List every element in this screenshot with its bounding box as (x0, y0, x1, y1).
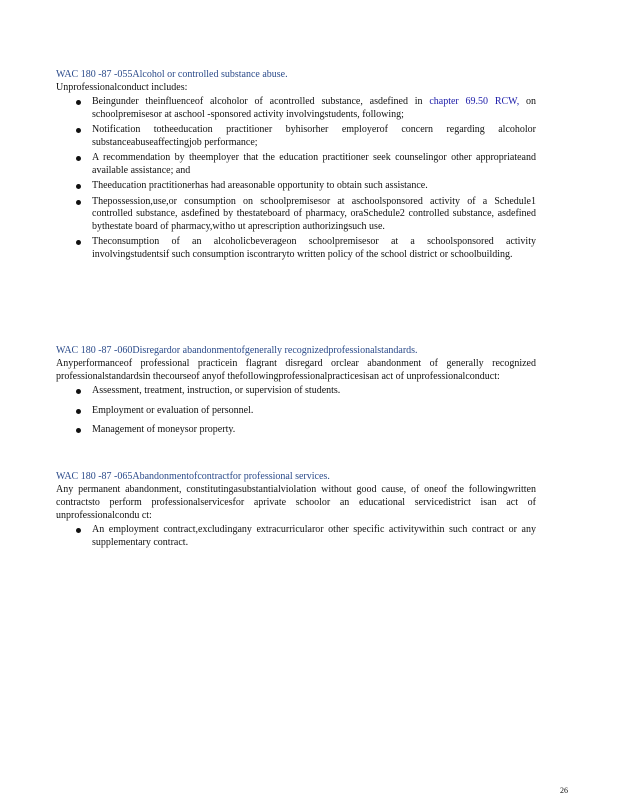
bullet-icon (76, 389, 81, 394)
bullet-icon (76, 240, 81, 245)
bullet-icon (76, 156, 81, 161)
list-item (56, 385, 536, 398)
list-item-text: An employment contract,excludingany extracurricularor other specific activitywithin such contract or any supplementary contract. (92, 524, 536, 548)
list-item (56, 152, 536, 177)
list-item-text: Theconsumption of an alcoholicbeverageon schoolpremisesor at a schoolsponsored activity involvingstudentsif such consumption iscontraryto written policy of the school district or schoolbuilding. (92, 236, 536, 260)
section-intro: Anyperformanceof professional practicein flagrant disregard orclear abandonment of generally recognized professionalstandardsin thecourseof anyof thefollowingprofessionalpracticesisan act of unprofessionalconduct: (56, 358, 536, 382)
list-item (56, 524, 536, 549)
list-item-text: Thepossession,use,or consumption on schoolpremisesor at aschoolsponsored activity of a Schedule1 controlled substance, asdefined by thestateboard of pharmacy, oraSchedule2 controlled substance, asdefined bythestate board of pharmacy,witho ut aprescription authorizingsuch use. (92, 195, 536, 232)
section-heading: WAC 180 -87 -065Abandonmentofcontractfor professional services. (56, 471, 330, 482)
bullet-icon (76, 200, 81, 205)
bullet-icon (76, 428, 81, 433)
section-wac-180-87-055 (56, 68, 536, 264)
section-heading: WAC 180 -87 -060Disregardor abandonmentofgenerally recognizedprofessionalstandards. (56, 345, 418, 356)
bullet-list (56, 385, 536, 437)
list-item (56, 196, 536, 234)
list-item-text: Theeducation practitionerhas had areasonable opportunity to obtain such assistance. (92, 180, 428, 191)
list-item-text: Assessment, treatment, instruction, or supervision of students. (92, 385, 341, 396)
list-item (56, 405, 536, 418)
list-item-text: Beingunder theinfluenceof alcoholor of acontrolled substance, asdefined in (92, 96, 430, 107)
section-intro: Any permanent abandonment, constitutingasubstantialviolation without good cause, of oneof the followingwritten contractsto perform professionalservicesfor aprivate schoolor an educational servicedistrict isan act of unprofessionalcondu ct: (56, 484, 536, 521)
page-number: 26 (560, 786, 568, 795)
chapter-link[interactable]: chapter 69.50 RCW, (429, 96, 520, 107)
list-item-text: Management of moneysor property. (92, 424, 236, 435)
list-item (56, 124, 536, 149)
bullet-icon (76, 184, 81, 189)
list-item (56, 424, 536, 437)
list-item (56, 180, 536, 193)
section-intro: Unprofessionalconduct includes: (56, 82, 188, 93)
bullet-list (56, 524, 536, 549)
section-wac-180-87-060 (56, 344, 536, 440)
bullet-list (56, 96, 536, 261)
bullet-icon (76, 528, 81, 533)
bullet-icon (76, 409, 81, 414)
section-heading: WAC 180 -87 -055Alcohol or controlled substance abuse. (56, 69, 288, 80)
list-item-text: on schoolpremisesor at aschool -sponsored activity involvingstudents, following; (92, 96, 537, 120)
list-item (56, 96, 536, 121)
list-item-text: Notification totheeducation practitioner byhisorher employerof concern regarding alcoholor substanceabuseaffectingjob performance; (92, 124, 536, 148)
bullet-icon (76, 100, 81, 105)
list-item (56, 236, 536, 261)
bullet-icon (76, 128, 81, 133)
list-item-text: A recommendation by theemployer that the education practitioner seek counselingor other appropriateand available assistance; and (92, 152, 536, 176)
list-item-text: Employment or evaluation of personnel. (92, 404, 254, 416)
section-wac-180-87-065 (56, 470, 536, 552)
